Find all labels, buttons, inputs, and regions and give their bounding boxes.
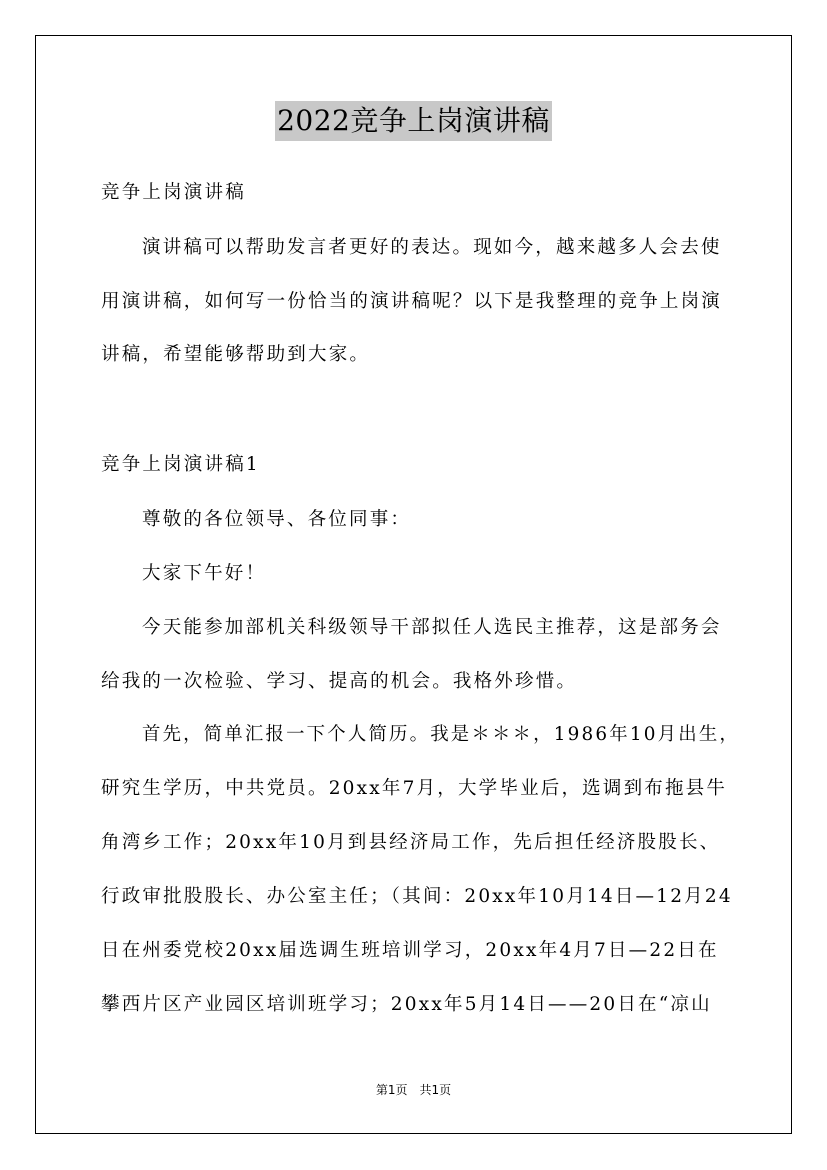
- document-title: 2022竞争上岗演讲稿: [275, 101, 552, 141]
- paragraph-line: 大家下午好！: [142, 563, 267, 584]
- paragraph-line: 用演讲稿，如何写一份恰当的演讲稿呢？以下是我整理的竞争上岗演: [101, 291, 723, 312]
- paragraph-line: 尊敬的各位领导、各位同事：: [142, 509, 412, 530]
- paragraph-line: 攀西片区产业园区培训班学习；20xx年5月14日——20日在“凉山: [101, 994, 712, 1015]
- paragraph-line: 行政审批股股长、办公室主任；（其间：20xx年10月14日—12月24: [101, 886, 733, 907]
- paragraph-line: 角湾乡工作；20xx年10月到县经济局工作，先后担任经济股股长、: [101, 832, 721, 853]
- paragraph-line: 日在州委党校20xx届选调生班培训学习，20xx年4月7日—22日在: [101, 940, 719, 961]
- page-number: 第1页: [375, 1083, 408, 1097]
- paragraph-line: 讲稿，希望能够帮助到大家。: [101, 344, 371, 365]
- paragraph-line: 给我的一次检验、学习、提高的机会。我格外珍惜。: [101, 671, 578, 692]
- subtitle: 竞争上岗演讲稿: [101, 182, 246, 203]
- section-heading: 竞争上岗演讲稿1: [101, 454, 260, 475]
- page-footer: [0, 1082, 827, 1098]
- title-container: [0, 101, 827, 141]
- paragraph-line: 演讲稿可以帮助发言者更好的表达。现如今，越来越多人会去使: [142, 237, 722, 258]
- paragraph-line: 今天能参加部机关科级领导干部拟任人选民主推荐，这是部务会: [142, 617, 722, 638]
- page-total: 共1页: [419, 1083, 452, 1097]
- paragraph-line: 研究生学历，中共党员。20xx年7月，大学毕业后，选调到布拖县牛: [101, 778, 728, 799]
- paragraph-line: 首先，简单汇报一下个人简历。我是＊＊＊，1986年10月出生，: [142, 724, 740, 745]
